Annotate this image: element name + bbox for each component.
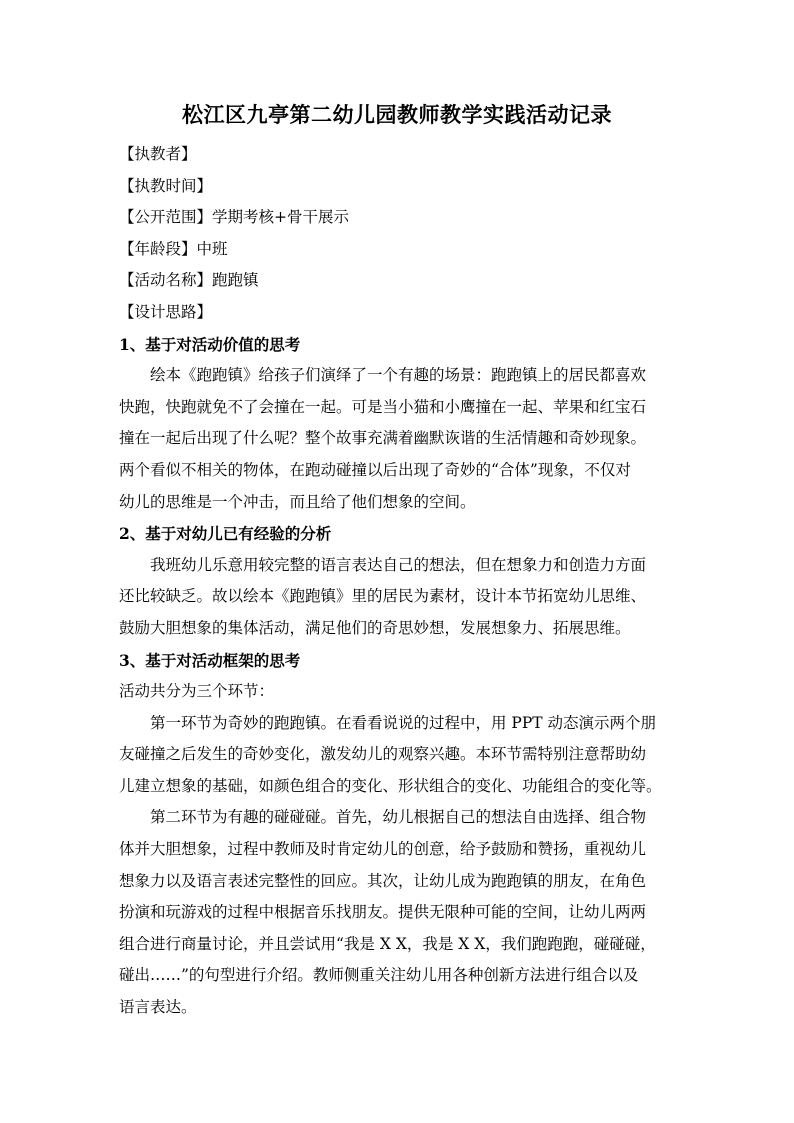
field-label: 【活动名称】 — [119, 271, 213, 290]
section-paragraph — [119, 360, 677, 518]
paragraph-line: 鼓励大胆想象的集体活动，满足他们的奇思妙想，发展想象力、拓展思维。 — [119, 618, 631, 637]
section-paragraph — [119, 802, 677, 1023]
document-title: 松江区九亭第二幼儿园教师教学实践活动记录 — [182, 102, 612, 127]
field-value: 跑跑镇 — [212, 271, 259, 290]
paragraph-line: 幼儿的思维是一个冲击，而且给了他们想象的空间。 — [119, 492, 476, 511]
field-teacher — [119, 139, 677, 171]
field-activity-name — [119, 265, 677, 297]
field-label: 【设计思路】 — [119, 302, 213, 321]
paragraph-line: 快跑，快跑就免不了会撞在一起。可是当小猫和小鹰撞在一起、苹果和红宝石 — [119, 397, 647, 416]
field-label: 【公开范围】 — [119, 208, 213, 227]
section-heading: 1、基于对活动价值的思考 — [119, 334, 301, 354]
paragraph-line: 组合进行商量讨论，并且尝试用“我是 X X，我是 X X，我们跑跑跑，碰碰碰， — [119, 934, 656, 953]
field-public-scope — [119, 202, 677, 234]
document-body — [119, 139, 677, 1024]
paragraph-line: 想象力以及语言表述完整性的回应。其次，让幼儿成为跑跑镇的朋友，在角色 — [119, 871, 647, 890]
section-paragraph — [119, 550, 677, 645]
paragraph-line: 撞在一起后出现了什么呢？整个故事充满着幽默诙谐的生活情趣和奇妙现象。 — [119, 429, 647, 448]
paragraph-line: 两个看似不相关的物体，在跑动碰撞以后出现了奇妙的“合体”现象，不仅对 — [119, 460, 631, 479]
field-value: 学期考核+骨干展示 — [212, 208, 350, 227]
paragraph-line: 碰出……”的句型进行介绍。教师侧重关注幼儿用各种创新方法进行组合以及 — [119, 966, 639, 985]
paragraph-line: 扮演和玩游戏的过程中根据音乐找朋友。提供无限种可能的空间，让幼儿两两 — [119, 903, 647, 922]
paragraph-line: 我班幼儿乐意用较完整的语言表达自己的想法，但在想象力和创造力方面 — [150, 555, 647, 574]
paragraph-line: 体并大胆想象，过程中教师及时肯定幼儿的创意，给予鼓励和赞扬，重视幼儿 — [119, 840, 647, 859]
field-age-group — [119, 234, 677, 266]
paragraph-line: 第二环节为有趣的碰碰碰。首先，幼儿根据自己的想法自由选择、组合物 — [150, 808, 647, 827]
paragraph-line: 友碰撞之后发生的奇妙变化，激发幼儿的观察兴趣。本环节需特别注意帮助幼 — [119, 745, 647, 764]
field-value: 中班 — [196, 239, 228, 258]
section-intro: 活动共分为三个环节： — [119, 682, 275, 701]
field-label: 【执教者】 — [119, 145, 197, 163]
section-heading: 3、基于对活动框架的思考 — [119, 650, 301, 670]
paragraph-line: 绘本《跑跑镇》给孩子们演绎了一个有趣的场景：跑跑镇上的居民都喜欢 — [150, 366, 647, 385]
field-label: 【年龄段】 — [119, 239, 197, 258]
section-heading: 2、基于对幼儿已有经验的分析 — [119, 524, 332, 544]
paragraph-line: 第一环节为奇妙的跑跑镇。在看看说说的过程中，用 PPT 动态演示两个朋 — [150, 713, 657, 732]
paragraph-line: 语言表达。 — [119, 998, 197, 1017]
paragraph-line: 还比较缺乏。故以绘本《跑跑镇》里的居民为素材，设计本节拓宽幼儿思维、 — [119, 587, 647, 606]
field-design-idea — [119, 297, 677, 329]
field-teaching-time — [119, 171, 677, 203]
paragraph-line: 儿建立想象的基础，如颜色组合的变化、形状组合的变化、功能组合的变化等。 — [119, 776, 662, 795]
field-label: 【执教时间】 — [119, 176, 213, 195]
section-paragraph — [119, 708, 677, 803]
